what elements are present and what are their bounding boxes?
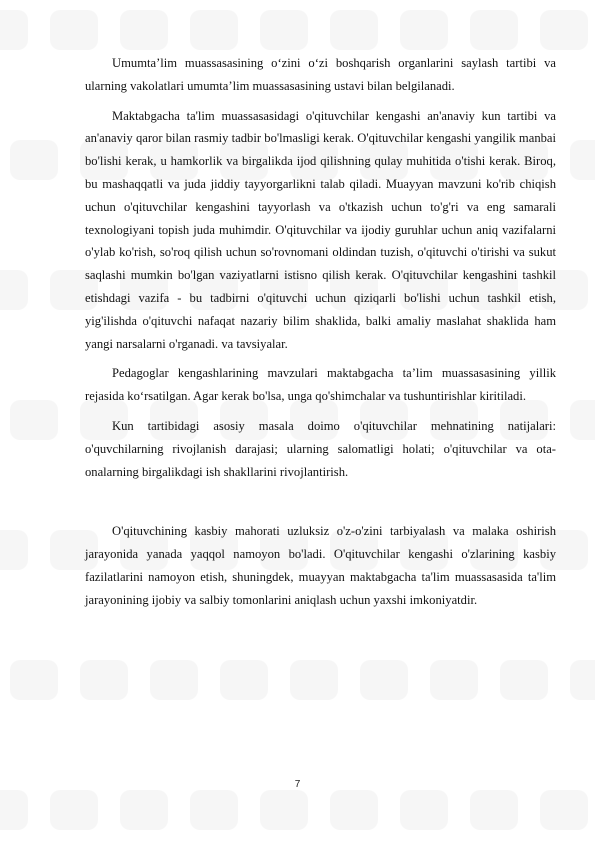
blank-line bbox=[85, 490, 556, 520]
paragraph: Kun tartibidagi asosiy masala doimo o'qituvchilar mehnatining natijalari: o'quvchilarning rivojlanish darajasi; ularning salomatligi holati; o'qituvchilar va ota-onalarning birgalikdagi ish shakllarini rivojlantirish. bbox=[85, 418, 556, 479]
paragraph: Maktabgacha ta'lim muassasasidagi o'qituvchilar kengashi an'anaviy kun tartibi va an'anaviy qaror bilan rasmiy tadbir bo'lmasligi kerak. O'qituvchilar kengashi yangilik manbai bo'lishi kerak, u hamkorlik va birgalikda ijod qilishning qulay muhitida o'tishi kerak. Biroq, bu mashaqqatli va juda jiddiy tayyorgarlikni talab qiladi. Muayyan mavzuni ko'rib chiqish uchun o'qituvchilar kengashini tayyorlash va o'tkazish uchun to'g'ri va eng samarali texnologiyani topish juda muhimdir. O'qituvchilar va ijodiy guruhlar uchun aniq vazifalarni o'ylab ko'rish, so'roq qilish uchun so'rovnomani oldindan tuzish, o'qituvchi o'tirishi va sukut saqlashi mumkin bo'lgan vaziyatlarni istisno qilish kerak. O'qituvchilar kengashini tashkil etishdagi vazifa - bu tadbirni o'qituvchi uchun qiziqarli bo'lishi uchun tashkil etish, yig'ilishda o'qituvchi nafaqat nazariy bilim shaklida, balki amaliy maslahat shaklida ham yangi narsalarni o'rganadi. va tavsiyalar. bbox=[85, 108, 556, 351]
page-number: 7 bbox=[294, 779, 301, 790]
paragraph: Pedagoglar kengashlarining mavzulari maktabgacha ta’lim muassasasining yillik rejasida ko‘rsatilgan. Agar kerak bo'lsa, unga qo'shimchalar va tushuntirishlar kiritiladi. bbox=[85, 366, 556, 404]
paragraph: Umumta’lim muassasasining o‘zini o‘zi boshqarish organlarini saylash tartibi va ularning vakolatlari umumta’lim muassasasining ustavi bilan belgilanadi. bbox=[85, 56, 556, 93]
document-body bbox=[85, 52, 556, 619]
paragraph: O'qituvchining kasbiy mahorati uzluksiz o'z-o'zini tarbiyalash va malaka oshirish jarayonida yanada yaqqol namoyon bo'ladi. O'qituvchilar kengashi o'zlarining kasbiy fazilatlarini namoyon etish, shuningdek, muayyan maktabgacha ta'lim muassasasida ta'lim jarayonining ijobiy va salbiy tomonlarini aniqlash uchun yaxshi imkoniyatdir. bbox=[85, 524, 556, 607]
